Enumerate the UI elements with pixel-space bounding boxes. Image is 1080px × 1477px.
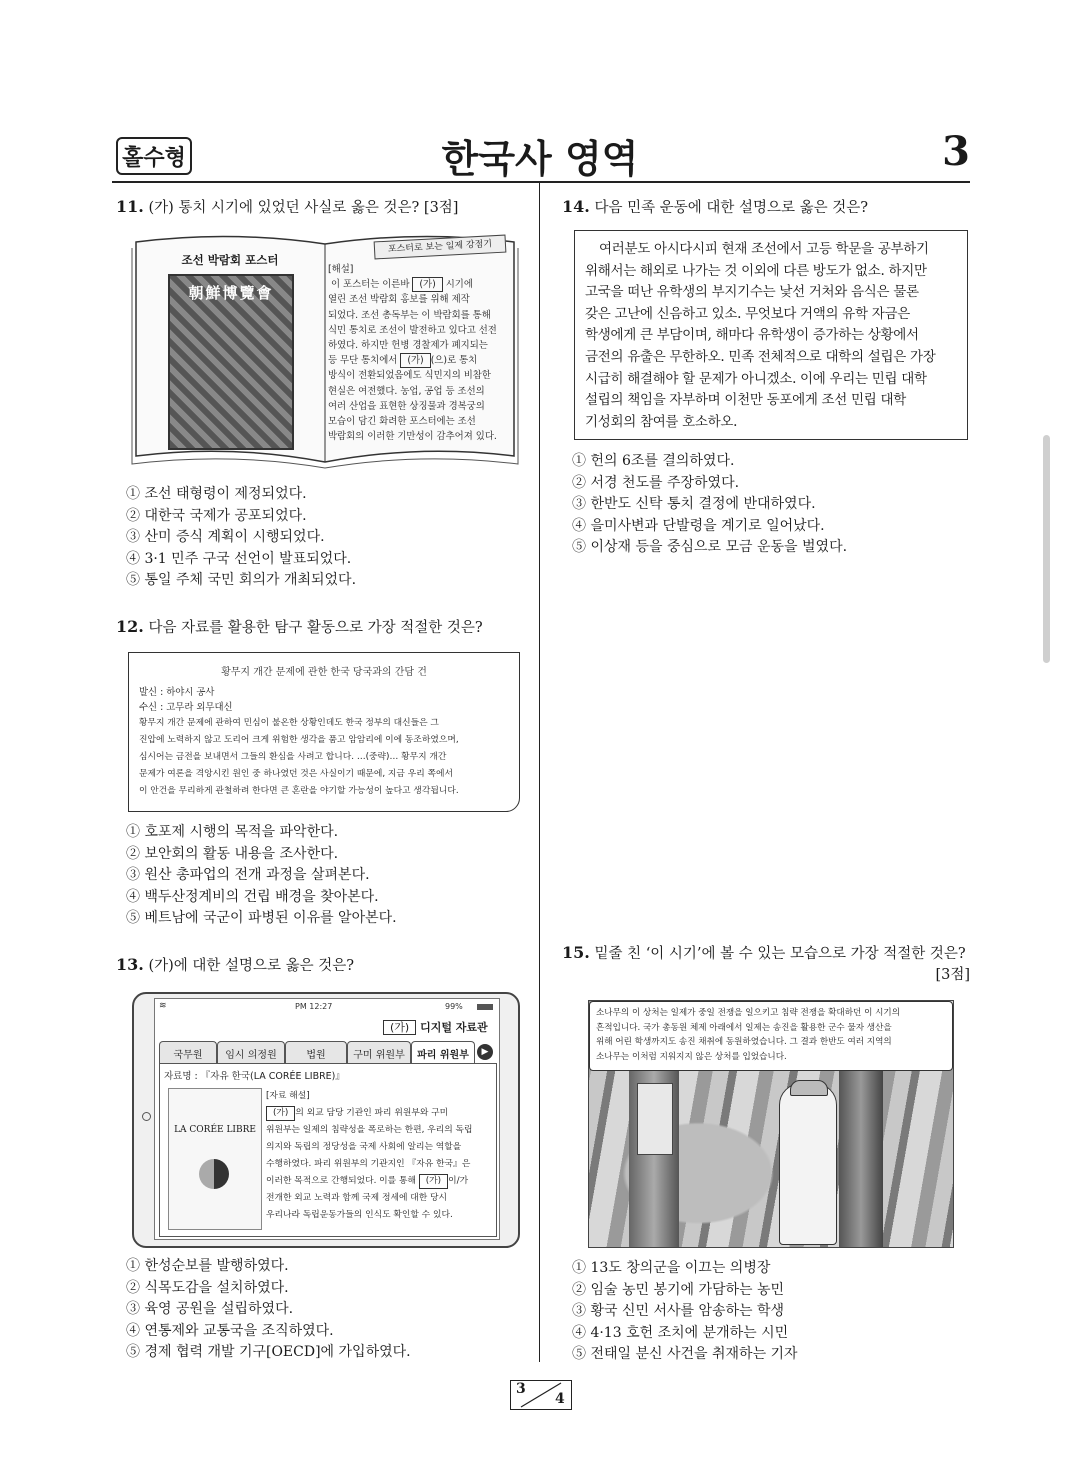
speech-line: 고국을 떠난 유학생의 부지기수는 낯선 거처와 음식은 물론 bbox=[585, 284, 919, 301]
note-line: 의지와 독립의 정당성을 국제 사회에 알리는 역할을 bbox=[266, 1142, 462, 1152]
option-5[interactable]: ⑤ 이상재 등을 중심으로 모금 운동을 벌였다. bbox=[572, 539, 848, 555]
note-text: 이/가 bbox=[448, 1176, 469, 1186]
question-14 bbox=[562, 197, 972, 218]
note-heading: [해설] bbox=[328, 264, 354, 275]
note-text: 시기에 bbox=[445, 279, 473, 291]
tab-state-council[interactable]: 국무원 bbox=[159, 1041, 217, 1064]
tab-paris-commission[interactable]: 파리 위원부 bbox=[411, 1041, 475, 1064]
page-title: 한국사 영역 bbox=[441, 137, 639, 181]
speech-bubble bbox=[589, 1001, 953, 1071]
option-1[interactable]: ① 13도 창의군을 이끄는 의병장 bbox=[572, 1260, 771, 1276]
note-line: 여러 산업을 표현한 상징물과 경복궁의 bbox=[328, 400, 485, 412]
note-line: 현실은 여전했다. 농업, 공업 등 조선의 bbox=[328, 385, 485, 397]
tablet-button-icon bbox=[142, 1112, 151, 1121]
note-line-blank bbox=[266, 1173, 492, 1190]
bubble-line: 위해 어린 학생까지도 송진 채취에 동원하였습니다. 그 결과 한반도 여러 지역의 bbox=[596, 1037, 892, 1047]
document-name: 자료명 : 『자유 한국(LA CORÉE LIBRE)』 bbox=[164, 1071, 345, 1082]
document-body bbox=[139, 685, 511, 800]
note-text: 등 무단 통치에서 bbox=[328, 355, 398, 367]
scrollbar-thumb[interactable] bbox=[1043, 435, 1050, 663]
newspaper-cover-image bbox=[168, 1088, 262, 1230]
note-line: 열린 조선 박람회 홍보를 위해 제작 bbox=[328, 294, 470, 306]
note-line-1 bbox=[266, 1105, 492, 1122]
document-box bbox=[128, 652, 520, 812]
points-label: [3점] bbox=[935, 967, 970, 983]
q11-options bbox=[126, 484, 526, 592]
poster-title: 조선 박람회 포스터 bbox=[181, 253, 279, 267]
option-2[interactable]: ② 식목도감을 설치하였다. bbox=[126, 1279, 289, 1296]
cover-title: LA CORÉE LIBRE bbox=[174, 1125, 256, 1135]
tab-content bbox=[159, 1063, 497, 1237]
document-line: 황무지 개간 문제에 관하여 민심이 불온한 상황인데도 한국 정부의 대신들은 그 bbox=[139, 718, 439, 729]
pine-tree-trunk-icon bbox=[839, 1061, 883, 1247]
speech-line: 설립의 책임을 자부하며 이천만 동포에게 조선 민립 대학 bbox=[585, 392, 906, 409]
note-line: 전개한 외교 노력과 함께 국제 정세에 대한 당시 bbox=[266, 1193, 448, 1203]
question-number: 14. bbox=[562, 197, 590, 216]
question-number: 15. bbox=[562, 943, 590, 962]
book-tab-label: 포스터로 보는 일제 강점기 bbox=[374, 235, 507, 260]
note-line: 수행하였다. 파리 위원부의 기관지인 『자유 한국』은 bbox=[266, 1159, 471, 1169]
speech-line: 갖은 고난에 신음하고 있소. 무엇보다 거액의 유학 자금은 bbox=[585, 305, 910, 322]
option-3[interactable]: ③ 육영 공원을 설립하였다. bbox=[126, 1301, 294, 1317]
speech-text bbox=[585, 239, 961, 433]
blank-box: (가) bbox=[383, 1020, 416, 1035]
question-text: (가) 통치 시기에 있었던 사실로 옳은 것은? [3점] bbox=[148, 200, 459, 216]
total-pages: 4 bbox=[555, 1391, 565, 1407]
document-line: 진압에 노력하지 않고 도리어 크게 위험한 생각을 품고 암암리에 이에 동조하였으며, bbox=[139, 735, 459, 746]
question-11 bbox=[116, 197, 536, 218]
tree-scar-icon bbox=[637, 1083, 673, 1155]
poster-explanation bbox=[328, 262, 508, 444]
document-title: 황무지 개간 문제에 관한 한국 당국과의 간담 건 bbox=[221, 667, 427, 678]
speech-line: 위해서는 해외로 나가는 것 이외에 다른 방도가 없소. 하지만 bbox=[585, 262, 927, 279]
note-line: 우리나라 독립운동가들의 인식도 확인할 수 있다. bbox=[266, 1210, 453, 1220]
speech-line: 기성회의 참여를 호소하오. bbox=[585, 413, 738, 430]
q14-options bbox=[572, 451, 972, 559]
blank-box: (가) bbox=[419, 1174, 448, 1189]
note-line: 위원부는 일제의 침략성을 폭로하는 한편, 우리의 독립 bbox=[266, 1125, 473, 1135]
option-3[interactable]: ③ 산미 증식 계획이 시행되었다. bbox=[126, 529, 325, 545]
note-line: 모습이 담긴 화려한 포스터에는 조선 bbox=[328, 416, 476, 428]
note-text: 이 포스터는 이른바 bbox=[330, 279, 410, 291]
pine-tree-scene-image bbox=[588, 1000, 954, 1248]
option-4[interactable]: ④ 4·13 호헌 조치에 분개하는 시민 bbox=[572, 1324, 789, 1341]
speech-line: 여러분도 아시다시피 현재 조선에서 고등 학문을 공부하기 bbox=[599, 241, 929, 257]
document-line: 심시어는 금전을 보내면서 그들의 환심을 사려고 합니다. …(중략)… 황무지 개간 bbox=[139, 752, 447, 763]
exhibition-poster-image bbox=[168, 274, 294, 450]
option-3[interactable]: ③ 한반도 신탁 통치 결정에 반대하였다. bbox=[572, 496, 816, 512]
document-line: 이 안건을 무리하게 관철하려 한다면 큰 혼란을 야기할 가능성이 높다고 생각됩니다. bbox=[139, 786, 459, 797]
note-heading: [자료 해설] bbox=[266, 1091, 310, 1101]
poster-caption: 朝鮮博覽會 bbox=[188, 284, 274, 302]
option-1[interactable]: ① 한성순보를 발행하였다. bbox=[126, 1258, 289, 1274]
blank-box: (가) bbox=[266, 1106, 295, 1121]
guide-person-icon bbox=[779, 1083, 837, 1245]
tab-court[interactable]: 법원 bbox=[285, 1041, 347, 1064]
option-4[interactable]: ④ 3·1 민주 구국 선언이 발표되었다. bbox=[126, 550, 352, 567]
question-13 bbox=[116, 955, 536, 976]
option-2[interactable]: ② 대한국 국제가 공포되었다. bbox=[126, 507, 307, 524]
next-arrow-icon[interactable]: ▶ bbox=[477, 1044, 493, 1060]
tab-provisional-assembly[interactable]: 임시 의정원 bbox=[217, 1041, 285, 1064]
archive-explanation bbox=[266, 1088, 492, 1224]
note-line: 박람회의 이러한 기만성이 감추어져 있다. bbox=[328, 431, 497, 443]
option-2[interactable]: ② 서경 천도를 주장하였다. bbox=[572, 474, 740, 491]
hat-icon bbox=[790, 1080, 828, 1096]
note-text: (으)로 통치 bbox=[430, 355, 478, 367]
option-3[interactable]: ③ 황국 신민 서사를 암송하는 학생 bbox=[572, 1303, 785, 1319]
speech-line: 금전의 유출은 무한하오. 민족 전체적으로 대학의 설립은 가장 bbox=[585, 348, 936, 365]
bubble-line: 소나무는 이처럼 지워지지 않은 상처를 입었습니다. bbox=[596, 1051, 787, 1062]
question-text: 다음 민족 운동에 대한 설명으로 옳은 것은? bbox=[594, 200, 868, 216]
note-line-1 bbox=[328, 277, 508, 292]
speech-line: 학생에게 큰 부담이며, 해마다 유학생이 증가하는 상황에서 bbox=[585, 327, 919, 344]
tab-bar bbox=[159, 1041, 495, 1063]
bubble-line: 흔적입니다. 국가 총동원 체제 아래에서 일제는 송진을 활용한 군수 물자 생산을 bbox=[596, 1022, 892, 1033]
option-1[interactable]: ① 조선 태형령이 제정되었다. bbox=[126, 486, 307, 502]
option-4[interactable]: ④ 연통제와 교통국을 조직하였다. bbox=[126, 1322, 334, 1339]
note-line: 방식이 전환되었음에도 식민지의 비참한 bbox=[328, 370, 491, 382]
question-text: 다음 자료를 활용한 탐구 활동으로 가장 적절한 것은? bbox=[148, 620, 483, 636]
option-1[interactable]: ① 호포제 시행의 목적을 파악한다. bbox=[126, 824, 339, 840]
form-type-badge: 홀수형 bbox=[116, 137, 192, 175]
option-5[interactable]: ⑤ 베트남에 국군이 파병된 이유를 알아본다. bbox=[126, 910, 397, 926]
taegeuk-emblem-icon bbox=[199, 1159, 229, 1189]
question-number: 11. bbox=[116, 197, 144, 216]
question-number: 12. bbox=[116, 617, 144, 636]
tablet-screen bbox=[154, 998, 500, 1240]
header-rule bbox=[112, 181, 970, 183]
archive-header bbox=[383, 1019, 488, 1035]
option-5[interactable]: ⑤ 전태일 분신 사건을 취재하는 기자 bbox=[572, 1346, 798, 1362]
status-battery: 99% bbox=[445, 1002, 463, 1011]
note-text: 의 외교 담당 기관인 파리 위원부와 구미 bbox=[295, 1108, 449, 1118]
tab-euro-american-commission[interactable]: 구미 위원부 bbox=[347, 1041, 411, 1064]
note-line: 식민 통치로 조선이 발전하고 있다고 선전 bbox=[328, 324, 497, 336]
option-4[interactable]: ④ 을미사변과 단발령을 계기로 일어났다. bbox=[572, 517, 825, 534]
option-2[interactable]: ② 보안회의 활동 내용을 조사한다. bbox=[126, 845, 339, 862]
wifi-icon: ≋ bbox=[159, 1001, 167, 1011]
document-lines bbox=[139, 715, 511, 800]
current-page: 3 bbox=[516, 1381, 526, 1397]
tablet-frame bbox=[132, 992, 520, 1248]
bubble-line: 소나무의 이 상처는 일제가 중일 전쟁을 일으키고 침략 전쟁을 확대하던 이 시기의 bbox=[596, 1008, 901, 1018]
status-time: PM 12:27 bbox=[295, 1002, 333, 1011]
note-line-blank bbox=[328, 353, 508, 368]
sender: 발신 : 하야시 공사 bbox=[139, 687, 215, 698]
option-3[interactable]: ③ 원산 총파업의 전개 과정을 살펴본다. bbox=[126, 867, 370, 883]
q13-options bbox=[126, 1256, 526, 1364]
speech-line: 시급히 해결해야 할 문제가 아니겠소. 이에 우리는 민립 대학 bbox=[585, 370, 927, 387]
page-indicator bbox=[510, 1380, 572, 1410]
option-5[interactable]: ⑤ 경제 협력 개발 기구[OECD]에 가입하였다. bbox=[126, 1344, 411, 1360]
book-figure bbox=[130, 230, 520, 470]
note-line: 되었다. 조선 총독부는 이 박람회를 통해 bbox=[328, 309, 491, 321]
archive-title: 디지털 자료관 bbox=[420, 1021, 488, 1034]
column-divider bbox=[539, 183, 540, 1362]
blank-box: (가) bbox=[400, 353, 430, 368]
question-number: 13. bbox=[116, 955, 144, 974]
blank-box: (가) bbox=[412, 277, 442, 292]
receiver: 수신 : 고무라 외무대신 bbox=[139, 702, 233, 714]
q12-options bbox=[126, 822, 526, 930]
q15-options bbox=[572, 1258, 972, 1366]
page-number: 3 bbox=[942, 128, 970, 175]
question-12 bbox=[116, 617, 536, 638]
option-4[interactable]: ④ 백두산정계비의 건립 배경을 찾아본다. bbox=[126, 888, 379, 905]
note-line: 하였다. 하지만 헌병 경찰제가 폐지되는 bbox=[328, 340, 488, 352]
question-text: 밑줄 친 ‘이 시기’에 볼 수 있는 모습으로 가장 적절한 것은? bbox=[594, 946, 966, 962]
bubble-text bbox=[596, 1006, 948, 1064]
speech-box bbox=[574, 230, 968, 440]
question-text: (가)에 대한 설명으로 옳은 것은? bbox=[148, 958, 355, 974]
option-2[interactable]: ② 임술 농민 봉기에 가담하는 농민 bbox=[572, 1281, 785, 1298]
note-text: 이러한 목적으로 간행되었다. 이를 통해 bbox=[266, 1176, 416, 1186]
option-5[interactable]: ⑤ 통일 주체 국민 회의가 개최되었다. bbox=[126, 572, 357, 588]
option-1[interactable]: ① 헌의 6조를 결의하였다. bbox=[572, 453, 735, 469]
battery-icon bbox=[477, 1004, 493, 1010]
question-15 bbox=[562, 943, 972, 964]
document-line: 문제가 여론을 격앙시킨 원인 중 하나였던 것은 사실이기 때문에, 지금 우리 쪽에서 bbox=[139, 769, 453, 780]
